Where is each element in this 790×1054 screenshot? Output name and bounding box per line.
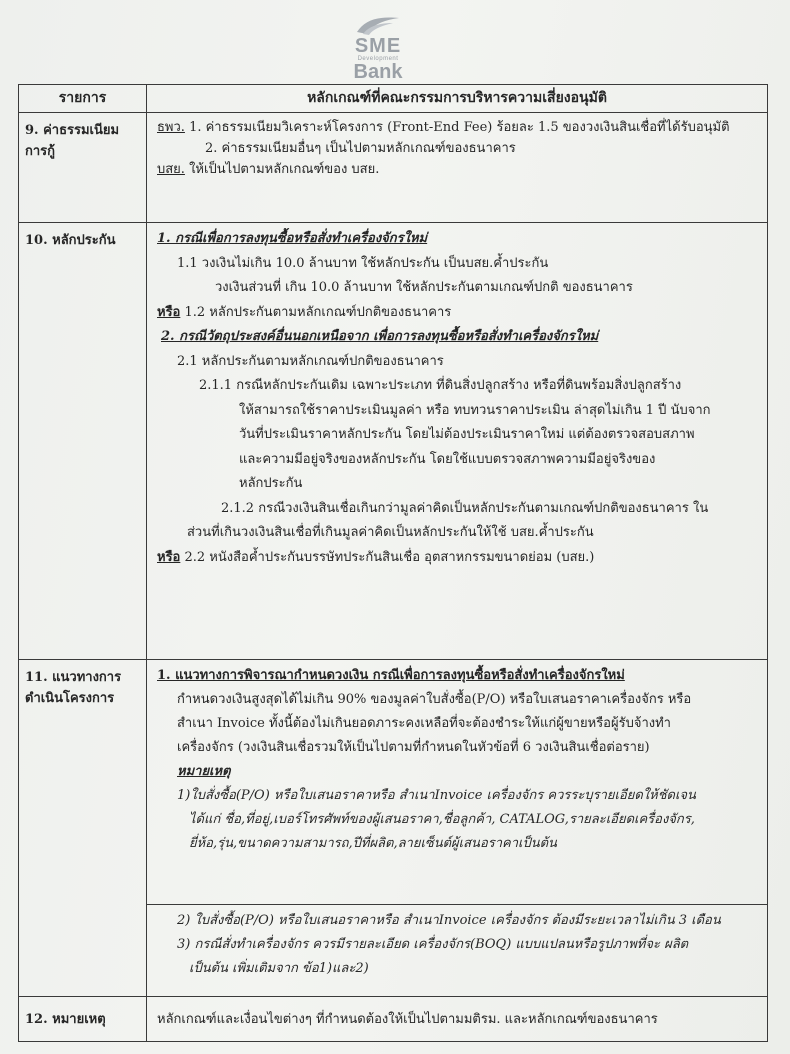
- row-11-continued-body: [147, 905, 768, 997]
- tcg-fee-text: ให้เป็นไปตามหลักเกณฑ์ของ บสย.: [189, 162, 380, 177]
- row-12-body: [147, 997, 768, 1042]
- bird-logo-icon: [355, 14, 401, 36]
- row-10-line-b8: ส่วนที่เกินวงเงินสินเชื่อที่เกินมูลค่าคิดเป็นหลักประกันให้ใช้ บสย.ค้ำประกัน: [187, 525, 594, 540]
- row-12-label: 12. หมายเหตุ: [19, 997, 147, 1042]
- or-label: หรือ: [157, 304, 181, 320]
- row-11-label: 11. แนวทางการ ดำเนินโครงการ: [19, 660, 147, 905]
- row-10-b9-text: 2.2 หนังสือค้ำประกันบรรษัทประกันสินเชื่อ อุตสาหกรรมขนาดย่อม (บสย.): [184, 549, 595, 565]
- row-12-line-1: หลักเกณฑ์และเงื่อนไขต่างๆ ที่กำหนดต้องให้เป็นไปตามมติรม. และหลักเกณฑ์ของธนาคาร: [157, 1011, 658, 1027]
- row-10-line-a2: วงเงินส่วนที่ เกิน 10.0 ล้านบาท ใช้หลักประกันตามเกณฑ์ปกติ ของธนาคาร: [215, 280, 633, 295]
- table-row-10: [19, 223, 768, 660]
- row-10-line-b2: 2.1.1 กรณีหลักประกันเดิม เฉพาะประเภท ที่ดินสิ่งปลูกสร้าง หรือที่ดินพร้อมสิ่งปลูกสร้าง: [199, 378, 682, 393]
- header-criteria: หลักเกณฑ์ที่คณะกรรมการบริหารความเสี่ยงอนุมัติ: [147, 85, 768, 113]
- table-row-12: [19, 997, 768, 1042]
- row-11-note-6: เป็นต้น เพิ่มเติมจาก ข้อ1)และ2): [189, 961, 369, 976]
- front-end-fee-text: 1. ค่าธรรมเนียมวิเคราะห์โครงการ (Front-End Fee) ร้อยละ 1.5 ของวงเงินสินเชื่อที่ได้รับอนุมัติ: [189, 120, 730, 135]
- row-10-label: 10. หลักประกัน: [19, 223, 147, 660]
- row-10-a3-text: 1.2 หลักประกันตามหลักเกณฑ์ปกติของธนาคาร: [184, 304, 452, 320]
- row-10-line-b1: 2.1 หลักประกันตามหลักเกณฑ์ปกติของธนาคาร: [177, 353, 444, 369]
- row-11-note-1: 1)ใบสั่งซื้อ(P/O) หรือใบเสนอราคาหรือ สำเนาInvoice เครื่องจักร ควรระบุรายเอียดให้ชัดเจน: [177, 788, 696, 803]
- row-11-note-2: ได้แก่ ชื่อ,ที่อยู่,เบอร์โทรศัพท์ของผู้เสนอราคา,ชื่อลูกค้า, CATALOG,รายละเอียดเครื่องจักร,: [189, 812, 695, 827]
- row-10-line-b5: และความมีอยู่จริงของหลักประกัน โดยใช้แบบตรวจสภาพความมีอยู่จริงของ: [239, 451, 656, 467]
- row-10-heading-1: 1. กรณีเพื่อการลงทุนซื้อหรือสั่งทำเครื่องจักรใหม่: [157, 231, 428, 246]
- row-11-label-continued: [19, 905, 147, 997]
- row-10-line-b4: วันที่ประเมินราคาหลักประกัน โดยไม่ต้องประเมินราคาใหม่ แต่ต้องตรวจสอบสภาพ: [239, 427, 695, 442]
- row-10-line-b6: หลักประกัน: [239, 476, 303, 491]
- row-10-line-a1: 1.1 วงเงินไม่เกิน 10.0 ล้านบาท ใช้หลักประกัน เป็นบสย.ค้ำประกัน: [177, 255, 549, 271]
- row-10-line-b9: [157, 546, 759, 571]
- table-row-11: [19, 660, 768, 905]
- row-10-heading-2: 2. กรณีวัตถุประสงค์อื่นนอกเหนือจาก เพื่อการลงทุนซื้อหรือสั่งทำเครื่องจักรใหม่: [161, 329, 599, 344]
- row-11-line-p3: เครื่องจักร (วงเงินสินเชื่อรวมให้เป็นไปตามที่กำหนดในหัวข้อที่ 6 วงเงินสินเชื่อต่อราย): [177, 740, 650, 755]
- row-10-body: [147, 223, 768, 660]
- row-11-note-heading: หมายเหตุ: [177, 764, 231, 779]
- table-header-row: [19, 85, 768, 113]
- row-11-note-5: 3) กรณีสั่งทำเครื่องจักร ควรมีรายละเอียด เครื่องจักร(BOQ) แบบแปลนหรือรูปภาพที่จะ ผลิต: [177, 937, 689, 952]
- row-11-line-p2: สำเนา Invoice ทั้งนี้ต้องไม่เกินยอดภาระคงเหลือที่จะต้องชำระให้แก่ผู้ขายหรือผู้รับจ้างทำ: [177, 716, 671, 731]
- header-item: รายการ: [19, 85, 147, 113]
- or-label: หรือ: [157, 549, 181, 565]
- logo-text-sme: SME: [354, 35, 402, 57]
- row-10-line-b3: ให้สามารถใช้ราคาประเมินมูลค่า หรือ ทบทวนราคาประเมิน ล่าสุดไม่เกิน 1 ปี นับจาก: [239, 402, 711, 418]
- sme-bank-abbrev: ธพว.: [157, 120, 185, 135]
- table-row-11-continued: [19, 905, 768, 997]
- row-10-line-a3: [157, 301, 759, 326]
- tcg-abbrev: บสย.: [157, 162, 185, 177]
- row-9-label: 9. ค่าธรรมเนียม การกู้: [19, 113, 147, 223]
- criteria-table: [18, 84, 768, 1042]
- table-row-9: [19, 113, 768, 223]
- logo-text-development: Development: [357, 56, 399, 62]
- row-11-note-3: ยี่ห้อ,รุ่น,ขนาดความสามารถ,ปีที่ผลิต,ลายเซ็นต์ผู้เสนอราคาเป็นต้น: [189, 836, 557, 851]
- sme-bank-logo: [338, 14, 418, 86]
- row-10-line-b7: 2.1.2 กรณีวงเงินสินเชื่อเกินกว่ามูลค่าคิดเป็นหลักประกันตามเกณฑ์ปกติของธนาคาร ใน: [221, 500, 709, 516]
- row-11-heading: 1. แนวทางการพิจารณากำหนดวงเงิน กรณีเพื่อการลงทุนซื้อหรือสั่งทำเครื่องจักรใหม่: [157, 668, 625, 683]
- logo-text-bank: Bank: [353, 61, 403, 83]
- row-9-line-2: 2. ค่าธรรมเนียมอื่นๆ เป็นไปตามหลักเกณฑ์ของธนาคาร: [205, 141, 516, 156]
- row-11-line-p1: กำหนดวงเงินสูงสุดได้ไม่เกิน 90% ของมูลค่าใบสั่งซื้อ(P/O) หรือใบเสนอราคาเครื่องจักร หรือ: [177, 692, 692, 707]
- row-11-body: [147, 660, 768, 905]
- row-9-line-1: [157, 117, 759, 138]
- row-9-body: [147, 113, 768, 223]
- row-11-note-4: 2) ใบสั่งซื้อ(P/O) หรือใบเสนอราคาหรือ สำเนาInvoice เครื่องจักร ต้องมีระยะเวลาไม่เกิน 3 เดือน: [177, 913, 721, 928]
- row-9-line-3: [157, 159, 759, 180]
